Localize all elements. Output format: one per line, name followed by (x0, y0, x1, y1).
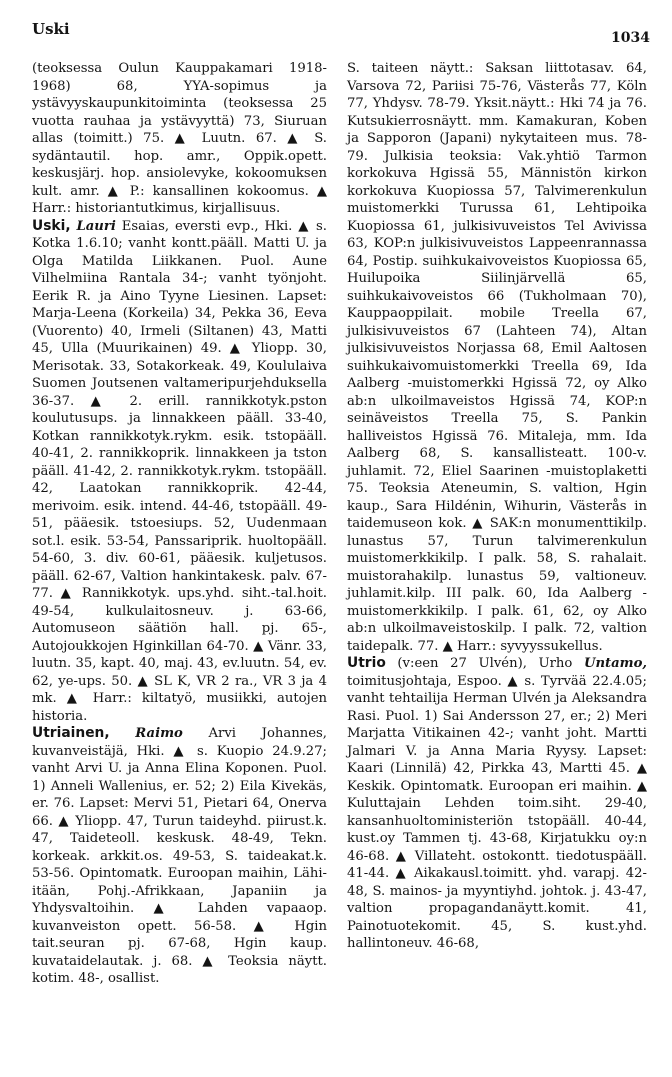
entry-body: Arvi Johannes, kuvanveistäjä, Hki. ▲ s. Kuopio 24.9.27; vanht Arvi U. ja Anna Elina Koponen. Puol. 1) Anneli Wallenius, er. 52; 2) Eila Kivekäs, er. 76. Lapset: Mervi 51, Pietari 64, Onerva 66. ▲ Yliopp. 47, Turun taideyhd. piirust.k. 47, Taideteoll. keskusk. 48-49, Tekn. korkeak. arkkit.os. 49-53, S. taideakat.k. 53-56. Opintomatk. Euroopan maihin, Lähi-itään, Pohj.-Afrikkaan, Japaniin ja Yhdysvaltoihin. ▲ Lahden vapaaop. kuvanveiston opett. 56-58. ▲ Hgin tait.seuran pj. 67-68, Hgin kaup. kuvataidelautak. j. 68. ▲ Teoksia näytt. kotim. 48-, osallist. (32, 726, 327, 986)
headword-utriainen: Utriainen, (32, 725, 110, 741)
entry-body: Esaias, eversti evp., Hki. ▲ s. Kotka 1.6.10; vanht kontt.pääll. Matti U. ja Olga Matilda Liikkanen. Puol. Aune Vilhelmiina Rantala 34-; vanht työnjoht. Eerik R. ja Aino Tyyne Liesinen. Lapset: Marja-Leena (Korkeila) 34, Pekka 36, Eeva (Vuorento) 40, Irmeli (Siltanen) 43, Matti 45, Ulla (Muurikainen) 49. ▲ Yliopp. 30, Merisotak. 33, Sotakorkeak. 49, Koululaiva Suomen Joutsenen valtameripurjehduksella 36-37. ▲ 2. erill. rannikkotyk.pston koulutusups. ja linnakkeen pääll. 33-40, Kotkan rannikkotyk.rykm. esik. tstopääll. 40-41, 2. rannikkoprik. linnakkeen ja tston pääll. 41-42, 2. rannikkotyk.rykm. tstopääll. 42, Laatokan rannikkoprik. 42-44, merivoim. esik. intend. 44-46, tstopääll. 49-51, pääesik. tstoesiups. 52, Uudenmaan sot.l. esik. 53-54, Panssariprik. huoltopääll. 54-60, 3. div. 60-61, pääesik. kuljetusos. pääll. 62-67, Valtion hankintakesk. palv. 67-77. ▲ Rannikkotyk. ups.yhd. siht.-tal.hoit. 49-54, kulkulaitosneuv. j. 63-66, Automuseon säätiön hall. pj. 65-, Autojoukkojen Hginkillan 64-70. ▲ Vänr. 33, luutn. 35, kapt. 40, maj. 43, ev.luutn. 54, ev. 62, ye-ups. 50. ▲ SL K, VR 2 ra., VR 3 ja 4 mk. ▲ Harr.: kiltatyö, musiikki, autojen historia. (32, 218, 327, 724)
given-name-lauri: Lauri (76, 218, 116, 234)
running-head: Uski (32, 20, 70, 38)
right-column (347, 60, 647, 953)
given-name-untamo: Untamo, (583, 656, 648, 671)
headword-uski: Uski, (32, 217, 71, 234)
entry-uski-lauri (32, 218, 327, 726)
entry-body: toimitusjohtaja, Espoo. ▲ s. Tyrvää 22.4.05; vanht tehtailija Herman Ulvén ja Aleksandra Rasi. Puol. 1) Sai Andersson 27, er.; 2) Meri Marjatta Vitikainen 42-; vanht joht. Martti Jalmari V. ja Anna Maria Ryysy. Lapset: Kaari (Linnilä) 42, Pirkka 43, Martti 45. ▲ Keskik. Opintomatk. Euroopan eri maihin. ▲ Kuluttajain Lehden toim.siht. 29-40, kansanhuoltoministeriön tstopääll. 40-44, kust.oy Tammen tj. 43-68, Kirjatukku oy:n 46-68. ▲ Villateht. ostokontt. tiedotuspääll. 41-44. ▲ Aikakausl.toimitt. yhd. varapj. 42-48, S. mainos- ja myyntiyhd. johtok. j. 43-47, valtion propagandanäytt.komit. 41, Painotuotekomit. 45, S. kust.yhd. hallintoneuv. 46-68, (347, 673, 647, 951)
entry-utrio-untamo (347, 655, 647, 953)
entry-continuation-left: (teoksessa Oulun Kauppakamari 1918-1968) 68, YYA-sopimus ja ystävyyskaupunkitoiminta (teoksessa 25 vuotta rauhaa ja ystävyyttä) 73, Siuruan allas (toimitt.) 75. ▲ Luutn. 67. ▲ S. sydäntautil. hop. amr., Oppik.opett. keskusjärj. hop. ansiolevyke, kokoomuksen kult. amr. ▲ P.: kansallinen kokoomus. ▲ Harr.: historiantutkimus, kirjallisuus. (32, 61, 327, 216)
left-column (32, 60, 327, 988)
entry-name-detail: (v:een 27 Ulvén), Urho (397, 656, 573, 671)
entry-continuation-right: S. taiteen näytt.: Saksan liittotasav. 64, Varsova 72, Pariisi 75-76, Västerås 77, Köln 77, Yhdysv. 78-79. Yksit.näytt.: Hki 74 ja 76. Kutsukierrosnäytt. mm. Kamakuran, Koben ja Sapporon (Japani) nykytaiteen mus. 78-79. Julkisia teoksia: Vak.yhtiö Tarmon korkokuva Hgissä 55, Männistön kirkon korkokuva Kuopiossa 57, Talvimerenkulun muistomerkki Turussa 61, Lehtipoika Kuopiossa 61, julkisivuveistos Tel Avivissa 63, KOP:n julkisivuveistos Lappeenrannassa 64, Postip. suihkukaivoveistos Kuopiossa 65, Huilupoika Siilinjärvellä 65, suihkukaivoveistos 66 (Tukholmaan 70), Kauppaoppilait. mobile Treella 67, julkisivuveistos 67 (Lahteen 74), Altan julkisivuveistos Norjassa 68, Emil Aaltosen suihkukaivomuistomerkki Treella 69, Ida Aalberg -muistomerkki Hgissä 72, oy Alko ab:n ulkoilmaveistos Hgissä 74, KOP:n seinäveistos Treella 75, S. Pankin halliveistos Hgissä 76. Mitaleja, mm. Ida Aalberg 68, S. kansallisteatt. 100-v. juhlamit. 72, Eliel Saarinen -muistoplaketti 75. Teoksia Ateneumin, S. valtion, Hgin kaup., Sara Hildénin, Wihurin, Västerås in taidemuseon kok. ▲ SAK:n monumenttikilp. lunastus 57, Turun talvimerenkulun muistomerkkikilp. I palk. 58, S. rahalait. muistorahakilp. lunastus 59, valtioneuv. juhlamit.kilp. III palk. 60, Ida Aalberg -muistomerkkikilp. I palk. 61, 62, oy Alko ab:n ulkoilmaveistoskilp. I palk. 72, valtion taidepalk. 77. ▲ Harr.: syvyyssukellus. (347, 61, 647, 654)
headword-utrio: Utrio (347, 655, 386, 671)
entry-utriainen-raimo (32, 725, 327, 988)
given-name-raimo: Raimo (135, 726, 183, 741)
page-number: 1034 (611, 30, 650, 46)
